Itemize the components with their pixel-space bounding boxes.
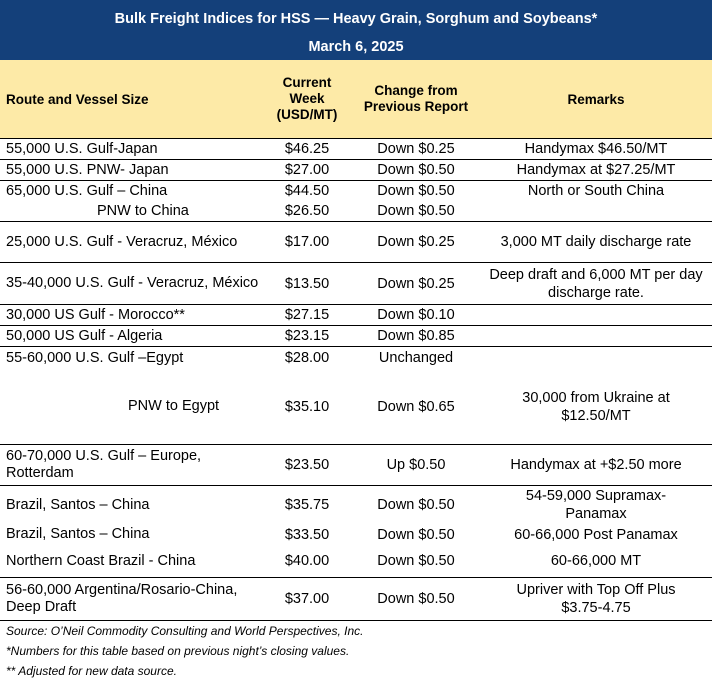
- cell-current: $23.15: [284, 328, 330, 344]
- header-route: [0, 60, 262, 138]
- cell-remarks: [480, 201, 712, 221]
- table-header-row: [0, 60, 712, 139]
- cell-current: $44.50: [284, 183, 330, 199]
- table-row-group: [0, 139, 712, 160]
- cell-change: Down $0.50: [377, 497, 455, 513]
- table-row: [0, 486, 712, 524]
- cell-route: 30,000 US Gulf - Morocco**: [6, 306, 185, 323]
- cell-change: Down $0.50: [377, 591, 455, 607]
- table-row: [0, 347, 712, 369]
- cell-remarks: Handymax $46.50/MT: [524, 141, 668, 157]
- table-row-group: [0, 263, 712, 305]
- cell-current: $27.15: [284, 307, 330, 323]
- cell-route: 35-40,000 U.S. Gulf - Veracruz, México: [6, 275, 259, 291]
- table-row-group: [0, 445, 712, 486]
- cell-change: Down $0.65: [377, 398, 455, 415]
- table-row: [0, 326, 712, 346]
- footnote: ** Adjusted for new data source.: [6, 664, 177, 678]
- cell-change: Down $0.50: [377, 203, 455, 219]
- table-row-group: [0, 181, 712, 222]
- table-row: [0, 524, 712, 545]
- cell-route: 55,000 U.S. Gulf-Japan: [6, 140, 158, 157]
- cell-route: 60-70,000 U.S. Gulf – Europe, Rotterdam: [6, 448, 202, 481]
- cell-current: $26.50: [284, 203, 330, 219]
- table-row: [0, 160, 712, 180]
- table-row: [0, 201, 712, 221]
- cell-remarks: 30,000 from Ukraine at $12.50/MT: [522, 389, 670, 424]
- cell-remarks: Upriver with Top Off Plus $3.75-4.75: [516, 582, 676, 616]
- cell-current: $35.75: [284, 497, 330, 513]
- cell-change: Down $0.25: [377, 234, 455, 250]
- cell-remarks: North or South China: [527, 183, 665, 199]
- cell-remarks: 3,000 MT daily discharge rate: [500, 234, 692, 250]
- cell-current: $40.00: [284, 553, 330, 569]
- cell-change: Down $0.10: [377, 307, 455, 323]
- cell-route: PNW to Egypt: [128, 398, 220, 414]
- cell-remarks: 54-59,000 Supramax-Panamax: [525, 488, 667, 522]
- source-note: Source: O’Neil Commodity Consulting and World Perspectives, Inc.: [6, 624, 364, 638]
- cell-remarks: Handymax at +$2.50 more: [510, 457, 682, 473]
- table-row-group: [0, 578, 712, 621]
- cell-route: PNW to China: [97, 202, 189, 219]
- table-row: [0, 578, 712, 620]
- cell-route: 50,000 US Gulf - Algeria: [6, 327, 163, 344]
- header-remarks: [480, 60, 712, 138]
- cell-remarks: [480, 347, 712, 369]
- cell-change: Down $0.50: [377, 183, 455, 199]
- table-title: Bulk Freight Indices for HSS — Heavy Grain, Sorghum and Soybeans*: [114, 11, 598, 27]
- header-remarks-label: Remarks: [567, 91, 625, 107]
- table-row: [0, 369, 712, 444]
- table-row-group: [0, 222, 712, 263]
- cell-route: 55-60,000 U.S. Gulf –Egypt: [6, 349, 184, 366]
- table-row-group: [0, 160, 712, 181]
- table-row-group: [0, 326, 712, 347]
- cell-route: Brazil, Santos – China: [6, 526, 150, 542]
- cell-route: 25,000 U.S. Gulf - Veracruz, México: [6, 233, 238, 250]
- cell-remarks: 60-66,000 Post Panamax: [514, 526, 678, 543]
- cell-change: Down $0.85: [377, 328, 455, 344]
- cell-route: Brazil, Santos – China: [6, 496, 150, 513]
- table-body: [0, 139, 712, 621]
- cell-current: $23.50: [284, 457, 330, 473]
- cell-current: $35.10: [284, 398, 330, 415]
- cell-route: 55,000 U.S. PNW- Japan: [6, 161, 169, 178]
- table-row: [0, 263, 712, 304]
- cell-remarks: Handymax at $27.25/MT: [516, 162, 676, 178]
- header-route-label: Route and Vessel Size: [6, 91, 149, 107]
- cell-remarks: [480, 326, 712, 346]
- cell-change: Unchanged: [378, 350, 454, 366]
- cell-route: 65,000 U.S. Gulf – China: [6, 182, 168, 199]
- table-row-group: [0, 486, 712, 578]
- cell-change: Down $0.50: [377, 553, 455, 569]
- cell-current: $46.25: [284, 141, 330, 157]
- title-banner: [0, 0, 712, 60]
- cell-current: $28.00: [284, 350, 330, 366]
- cell-current: $17.00: [284, 234, 330, 250]
- header-change-label: Change from Previous Report: [363, 83, 469, 114]
- cell-change: Down $0.25: [377, 275, 455, 292]
- cell-change: Down $0.25: [377, 141, 455, 157]
- cell-current: $33.50: [284, 526, 330, 543]
- header-current: [262, 60, 352, 138]
- header-change: [352, 60, 480, 138]
- table-footnotes: [0, 621, 712, 681]
- cell-current: $13.50: [284, 275, 330, 292]
- cell-change: Down $0.50: [377, 526, 455, 543]
- table-row: [0, 139, 712, 159]
- footnote: *Numbers for this table based on previous night’s closing values.: [6, 644, 350, 658]
- cell-current: $27.00: [284, 162, 330, 178]
- report-date: March 6, 2025: [308, 39, 404, 55]
- table-row-group: [0, 305, 712, 326]
- table-row: [0, 305, 712, 325]
- table-row-group: [0, 347, 712, 445]
- cell-change: Down $0.50: [377, 162, 455, 178]
- table-row: [0, 181, 712, 201]
- header-current-label: Current Week (USD/MT): [276, 75, 338, 122]
- table-row: [0, 545, 712, 577]
- cell-current: $37.00: [284, 591, 330, 607]
- cell-route: 56-60,000 Argentina/Rosario-China, Deep Draft: [6, 582, 238, 615]
- table-row: [0, 222, 712, 262]
- table-row: [0, 445, 712, 485]
- cell-remarks: Deep draft and 6,000 MT per day discharge rate.: [489, 266, 703, 301]
- cell-route: Northern Coast Brazil - China: [6, 552, 196, 569]
- cell-remarks: [480, 305, 712, 325]
- cell-change: Up $0.50: [386, 457, 446, 473]
- cell-remarks: 60-66,000 MT: [550, 553, 642, 569]
